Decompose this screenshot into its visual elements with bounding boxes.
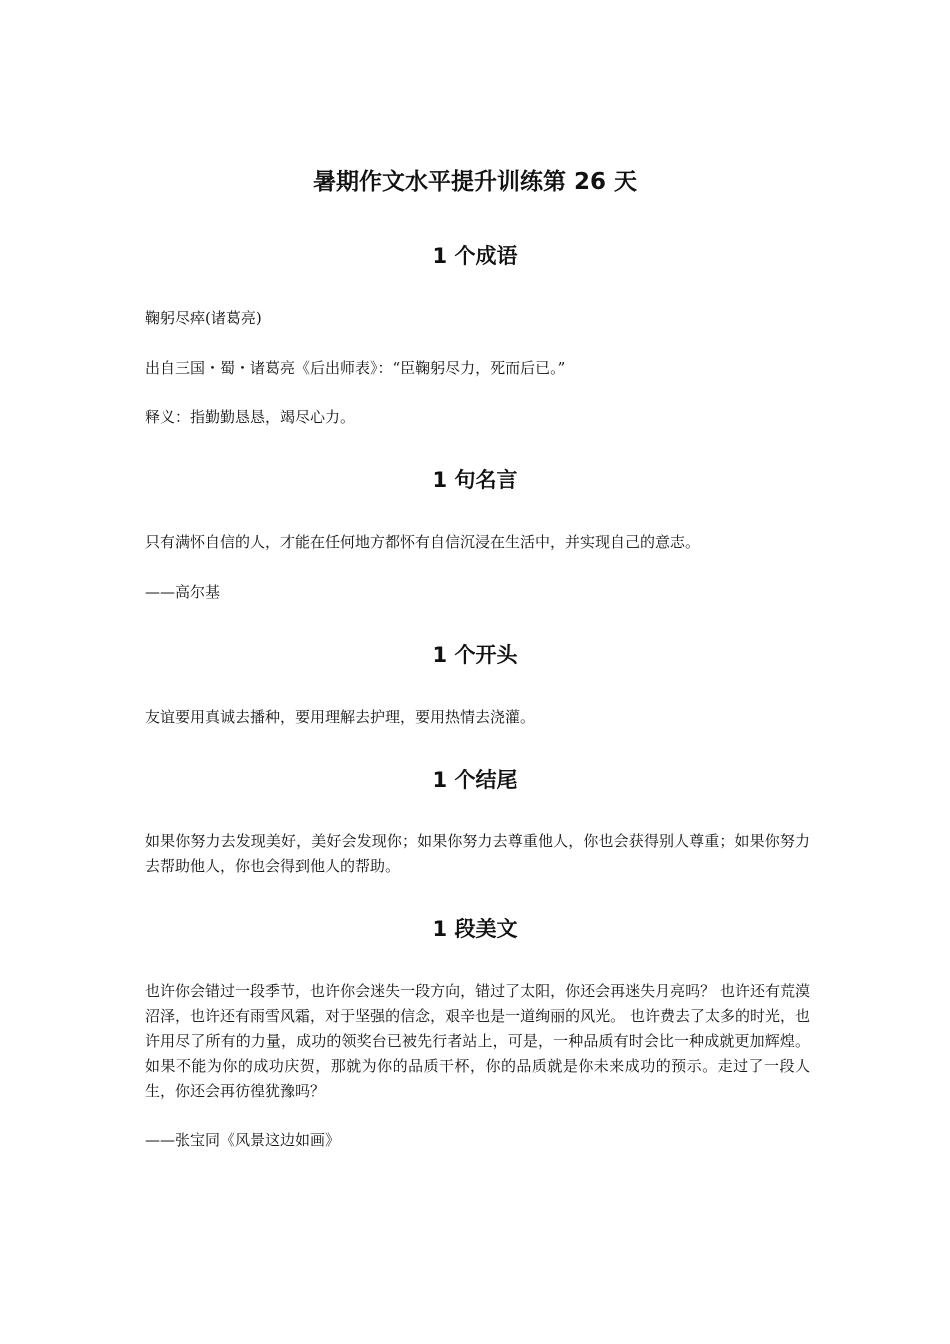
page-title: 暑期作文水平提升训练第 26 天 [312, 169, 638, 195]
quote-author: ——高尔基 [145, 583, 221, 601]
section-heading-opening: 1 个开头 [432, 643, 518, 667]
section-heading-idiom: 1 个成语 [432, 244, 518, 268]
opening-text: 友谊要用真诚去播种，要用理解去护理，要用热情去浇灌。 [145, 708, 536, 726]
idiom-term: 鞠躬尽瘁(诸葛亮) [145, 309, 262, 327]
passage-author: ——张宝同《风景这边如画》 [145, 1131, 341, 1149]
idiom-source: 出自三国・蜀・诸葛亮《后出师表》：“臣鞠躬尽力，死而后已。” [145, 359, 566, 377]
quote-text: 只有满怀自信的人，才能在任何地方都怀有自信沉浸在生活中，并实现自己的意志。 [145, 533, 701, 551]
section-heading-ending: 1 个结尾 [432, 768, 518, 792]
section-heading-passage: 1 段美文 [432, 917, 518, 941]
ending-text: 如果你努力去发现美好，美好会发现你；如果你努力去尊重他人，你也会获得别人尊重；如果你努力去帮助他人，你也会得到他人的帮助。 [145, 832, 810, 875]
idiom-meaning: 释义：指勤勤恳恳，竭尽心力。 [145, 408, 356, 426]
section-heading-quote: 1 句名言 [432, 468, 518, 492]
passage-text: 也许你会错过一段季节，也许你会迷失一段方向，错过了太阳，你还会再迷失月亮吗？ 也许还有荒漠沼泽，也许还有雨雪风霜，对于坚强的信念，艰辛也是一道绚丽的风光。 也许费去了太多的时光，也许用尽了所有的力量，成功的领奖台已被先行者站上，可是，一种品质有时会比一种成就更加辉煌。如果不能为你的成功庆贺，那就为你的品质干杯，你的品质就是你未来成功的预示。走过了一段人生，你还会再彷徨犹豫吗？ [145, 982, 810, 1100]
